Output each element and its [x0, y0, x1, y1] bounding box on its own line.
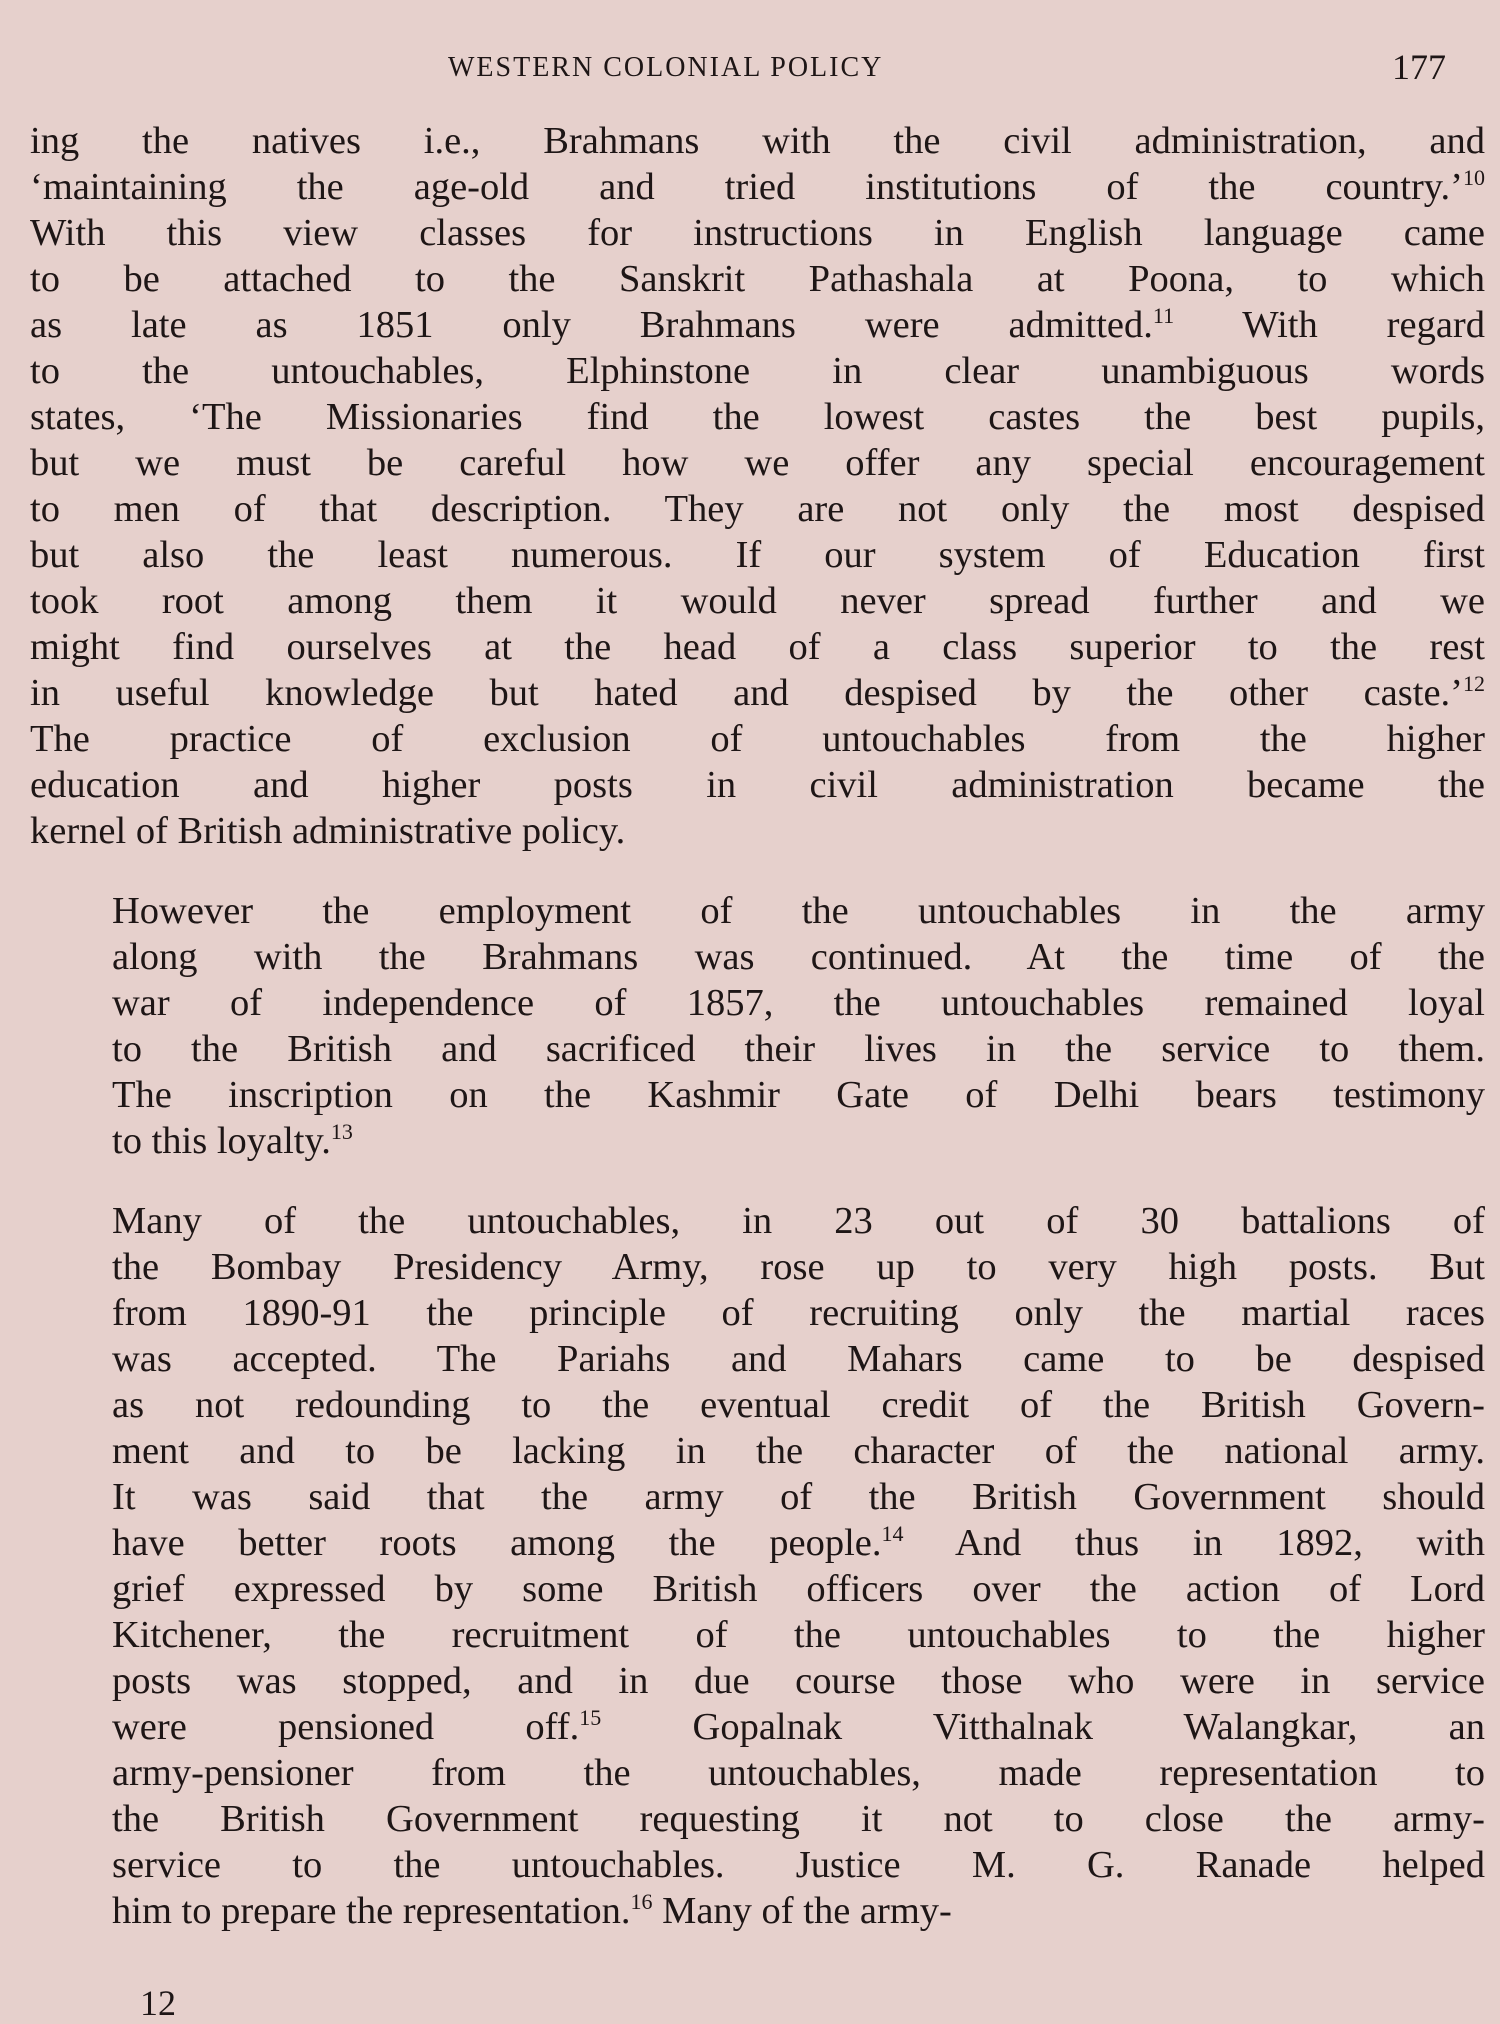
- line-text: the British Government requesting it not to close the army-: [112, 1798, 1485, 1840]
- line-text: education and higher posts in civil administration became the: [30, 764, 1485, 806]
- text-line: [30, 1198, 1485, 1244]
- text-line: [30, 1290, 1485, 1336]
- text-line: [30, 1888, 1485, 1934]
- text-line: [30, 980, 1485, 1026]
- text-line: [30, 1072, 1485, 1118]
- line-text: The practice of exclusion of untouchables from the higher: [30, 718, 1485, 760]
- line-text: to be attached to the Sanskrit Pathashala at Poona, to which: [30, 258, 1485, 300]
- line-text: as not redounding to the eventual credit of the British Govern-: [112, 1384, 1485, 1426]
- footnote-marker: 12: [1463, 671, 1485, 696]
- line-text: along with the Brahmans was continued. At the time of the: [112, 936, 1485, 978]
- line-text: war of independence of 1857, the untouchables remained loyal: [112, 982, 1485, 1024]
- line-text: from 1890-91 the principle of recruiting only the martial races: [112, 1292, 1485, 1334]
- line-text: ment and to be lacking in the character of the national army.: [112, 1430, 1485, 1472]
- paragraph: [30, 888, 1485, 1164]
- line-text: was accepted. The Pariahs and Mahars came to be despised: [112, 1338, 1485, 1380]
- line-text: Many of the untouchables, in 23 out of 30 battalions of: [112, 1200, 1485, 1242]
- line-text: It was said that the army of the British Government should: [112, 1476, 1485, 1518]
- line-text: to the British and sacrificed their lives in the service to them.: [112, 1028, 1485, 1070]
- text-line: [30, 1026, 1485, 1072]
- text-line: [30, 808, 1485, 854]
- footnote-marker: 11: [1152, 303, 1175, 328]
- line-text: as late as 1851 only Brahmans were admitted.: [30, 304, 1153, 346]
- text-line: [30, 1612, 1485, 1658]
- text-line: [30, 716, 1485, 762]
- text-line: [30, 1796, 1485, 1842]
- text-line: [30, 670, 1485, 716]
- line-text: took root among them it would never spread further and we: [30, 580, 1485, 622]
- text-line: [30, 394, 1485, 440]
- text-line: [30, 1474, 1485, 1520]
- text-line: [30, 440, 1485, 486]
- line-text: service to the untouchables. Justice M. G. Ranade helped: [112, 1844, 1485, 1886]
- line-text: him to prepare the representation.: [112, 1890, 631, 1932]
- text-line: [30, 1336, 1485, 1382]
- footnote-marker: 10: [1463, 165, 1485, 190]
- line-text: ‘maintaining the age-old and tried institutions of the country.’: [30, 166, 1463, 208]
- line-text: in useful knowledge but hated and despised by the other caste.’: [30, 672, 1463, 714]
- text-line: [30, 1842, 1485, 1888]
- line-text: were pensioned off.: [112, 1706, 580, 1748]
- text-line: [30, 1244, 1485, 1290]
- line-text: states, ‘The Missionaries find the lowest castes the best pupils,: [30, 396, 1485, 438]
- footnote-marker: 15: [579, 1705, 602, 1730]
- running-header-title: WESTERN COLONIAL POLICY: [448, 52, 884, 83]
- text-line: [30, 302, 1485, 348]
- text-line: [30, 1658, 1485, 1704]
- line-text: ing the natives i.e., Brahmans with the civil administration, and: [30, 120, 1485, 162]
- text-line: [30, 934, 1485, 980]
- text-line: [30, 164, 1485, 210]
- line-text: to men of that description. They are not only the most despised: [30, 488, 1485, 530]
- line-text: Kitchener, the recruitment of the untouchables to the higher: [112, 1614, 1485, 1656]
- line-text: might find ourselves at the head of a class superior to the rest: [30, 626, 1485, 668]
- paragraph: [30, 1198, 1485, 1934]
- line-text: have better roots among the people.: [112, 1522, 882, 1564]
- footnote-marker: 13: [330, 1119, 353, 1144]
- line-text: to this loyalty.: [112, 1120, 331, 1162]
- line-text: kernel of British administrative policy.: [30, 810, 626, 852]
- page-number: 177: [1392, 47, 1446, 87]
- line-text-continued: Many of the army-: [652, 1890, 952, 1932]
- line-text: posts was stopped, and in due course those who were in service: [112, 1660, 1485, 1702]
- footnote-marker: 14: [881, 1521, 904, 1546]
- line-text: the Bombay Presidency Army, rose up to very high posts. But: [112, 1246, 1485, 1288]
- text-line: [30, 118, 1485, 164]
- line-text: to the untouchables, Elphinstone in clear unambiguous words: [30, 350, 1485, 392]
- text-line: [30, 888, 1485, 934]
- footnote-marker: 16: [630, 1889, 653, 1914]
- line-text: army-pensioner from the untouchables, made representation to: [112, 1752, 1485, 1794]
- text-line: [30, 578, 1485, 624]
- body-text: [30, 118, 1485, 1934]
- text-line: [30, 1566, 1485, 1612]
- text-line: [30, 1382, 1485, 1428]
- line-text: but also the least numerous. If our system of Education first: [30, 534, 1485, 576]
- line-text-continued: And thus in 1892, with: [903, 1522, 1485, 1564]
- paragraph: [30, 118, 1485, 854]
- running-header: [0, 47, 1500, 92]
- text-line: [30, 1520, 1485, 1566]
- line-text: With this view classes for instructions in English language came: [30, 212, 1485, 254]
- text-line: [30, 256, 1485, 302]
- line-text: grief expressed by some British officers over the action of Lord: [112, 1568, 1485, 1610]
- cut-off-text-line: 12: [140, 1983, 176, 2023]
- text-line: [30, 210, 1485, 256]
- line-text-continued: Gopalnak Vitthalnak Walangkar, an: [601, 1706, 1485, 1748]
- text-line: [30, 486, 1485, 532]
- text-line: [30, 1704, 1485, 1750]
- text-line: [30, 1118, 1485, 1164]
- text-line: [30, 348, 1485, 394]
- text-line: [30, 624, 1485, 670]
- text-line: [30, 1750, 1485, 1796]
- text-line: [30, 532, 1485, 578]
- text-line: [30, 1428, 1485, 1474]
- text-line: [30, 762, 1485, 808]
- line-text: However the employment of the untouchables in the army: [112, 890, 1485, 932]
- line-text-continued: With regard: [1174, 304, 1485, 346]
- line-text: but we must be careful how we offer any special encouragement: [30, 442, 1485, 484]
- line-text: The inscription on the Kashmir Gate of Delhi bears testimony: [112, 1074, 1485, 1116]
